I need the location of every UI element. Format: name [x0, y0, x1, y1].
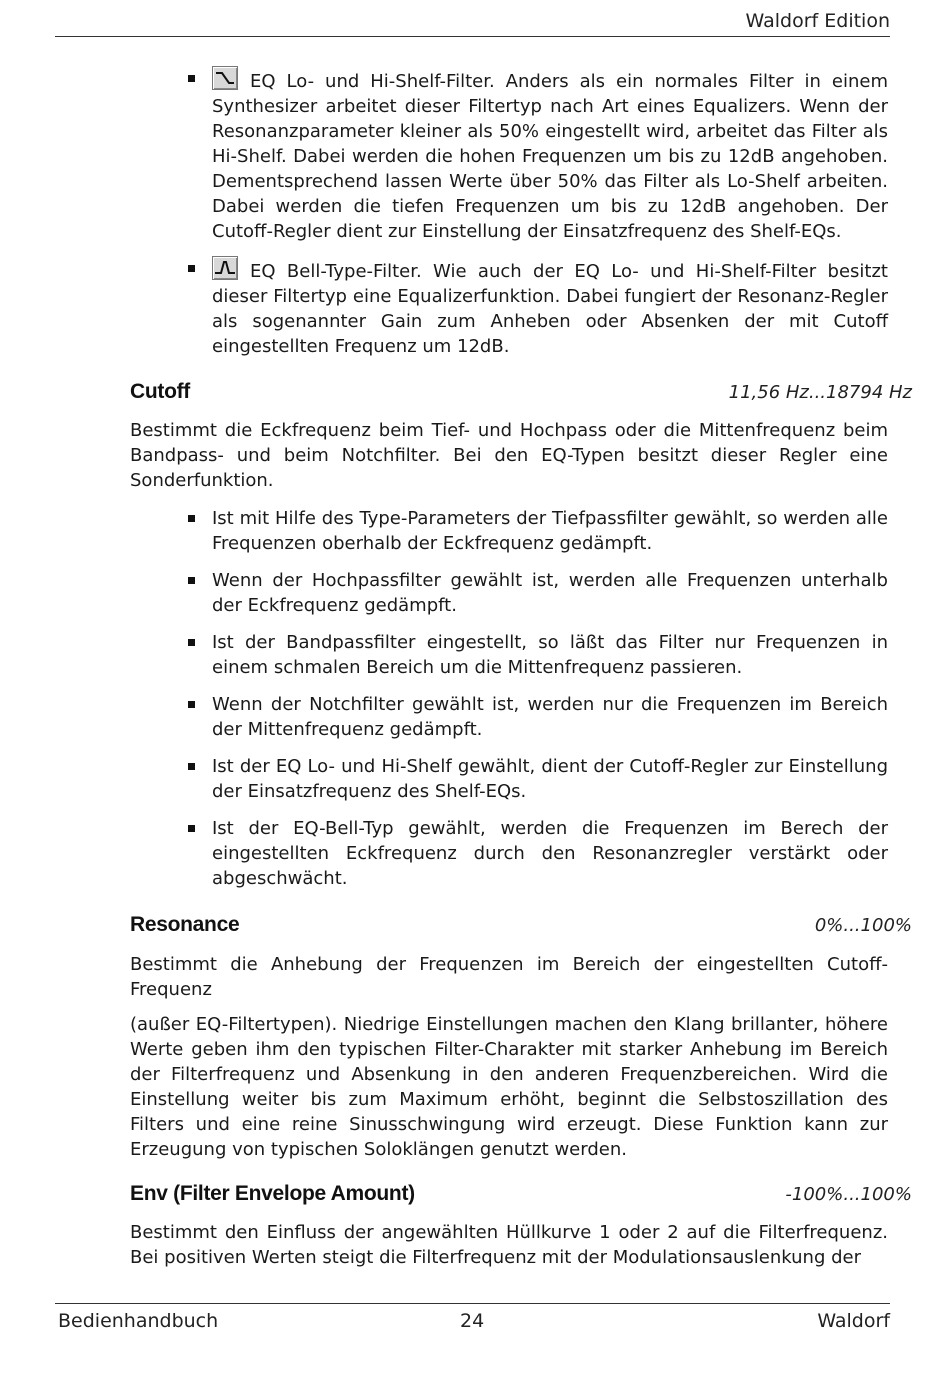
page-footer [55, 1303, 890, 1334]
value-range: -100%...100% [785, 1184, 912, 1205]
bullet-icon [188, 639, 195, 646]
list-item-text: Wenn der Notchfilter gewählt ist, werden nur die Frequenzen im Bereich der Mittenfrequenz gedämpft. [212, 694, 888, 740]
list-item-text: EQ Lo- und Hi-Shelf-Filter. Anders als ein normales Filter in einem Synthesizer arbeitet dieser Filtertyp nach Art eines Equalizers. Wenn der Resonanzparameter kleiner als 50% eingestellt wird, arbeitet das Filter als Hi-Shelf. Dabei werden die hohen Frequenzen um bis zu 12dB angehoben. Dementsprechend lassen Werte über 50% das Filter als Lo-Shelf arbeiten. Dabei werden die tiefen Frequenzen um bis zu 12dB angehoben. Der Cutoff-Regler dient zur Einstellung der Einsatzfrequenz des Shelf-EQs. [212, 71, 888, 242]
cutoff-description: Bestimmt die Eckfrequenz beim Tief- und Hochpass oder die Mittenfrequenz beim Bandpass- und beim Notchfilter. Bei den EQ-Typen besitzt dieser Regler eine Sonderfunktion. [130, 420, 888, 491]
list-item [188, 816, 888, 891]
footer-manual-title: Bedienhandbuch [58, 1310, 219, 1332]
list-item [188, 754, 888, 804]
bullet-icon [188, 265, 195, 272]
list-item-text: EQ Bell-Type-Filter. Wie auch der EQ Lo- und Hi-Shelf-Filter besitzt dieser Filtertyp eine Equalizerfunktion. Dabei fungiert der Resonanz-Regler als sogenannter Gain zum Anheben oder Absenken der mit Cutoff eingestellten Frequenz um 12dB. [212, 261, 888, 357]
bullet-icon [188, 825, 195, 832]
list-item-text: Ist der EQ-Bell-Typ gewählt, werden die Frequenzen im Berech der eingestellten Eckfrequenz durch den Resonanzregler verstärkt oder abgeschwächt. [212, 818, 888, 889]
env-heading [130, 1182, 912, 1212]
shelf-filter-icon [212, 66, 238, 90]
filter-type-list [188, 66, 888, 371]
resonance-details: (außer EQ-Filtertypen). Niedrige Einstellungen machen den Klang brillanter, höhere Werte geben ihm den typischen Filter-Charakter mit starker Anhebung im Bereich der Filterfrequenz und Absenkung in den anderen Frequenzbereichen. Wird die Einstellung weiter bis zum Maximum erhöht, beginnt die Selbstoszillation des Filters und eine reine Sinusschwingung wird erzeugt. Diese Funktion kann zur Erzeugung von typischen Soloklängen genutzt werden. [130, 1014, 888, 1160]
list-item [188, 630, 888, 680]
list-item-text: Ist der Bandpassfilter eingestellt, so läßt das Filter nur Frequenzen in einem schmalen Bereich um die Mittenfrequenz passieren. [212, 632, 888, 678]
footer-brand: Waldorf [817, 1310, 890, 1332]
list-item [188, 692, 888, 742]
section-title: Resonance [130, 913, 240, 936]
list-item [188, 256, 888, 359]
cutoff-heading [130, 380, 912, 410]
value-range: 0%...100% [814, 915, 912, 936]
bullet-icon [188, 701, 195, 708]
resonance-heading [130, 913, 912, 943]
section-title: Cutoff [130, 380, 191, 403]
bell-filter-icon [212, 256, 238, 280]
section-title: Env (Filter Envelope Amount) [130, 1182, 415, 1205]
bullet-icon [188, 515, 195, 522]
bullet-icon [188, 577, 195, 584]
list-item [188, 568, 888, 618]
value-range: 11,56 Hz...18794 Hz [728, 382, 912, 403]
cutoff-list [188, 506, 888, 903]
header-title: Waldorf Edition [745, 10, 890, 32]
page-number: 24 [460, 1310, 485, 1332]
env-description: Bestimmt den Einfluss der angewählten Hüllkurve 1 oder 2 auf die Filterfrequenz. Bei positiven Werten steigt die Filterfrequenz mit der Modulationsauslenkung der [130, 1222, 888, 1268]
list-item [188, 66, 888, 244]
list-item-text: Ist der EQ Lo- und Hi-Shelf gewählt, dient der Cutoff-Regler zur Einstellung der Einsatzfrequenz des Shelf-EQs. [212, 756, 888, 802]
bullet-icon [188, 763, 195, 770]
list-item [188, 506, 888, 556]
list-item-text: Wenn der Hochpassfilter gewählt ist, werden alle Frequenzen unterhalb der Eckfrequenz gedämpft. [212, 570, 888, 616]
bullet-icon [188, 75, 195, 82]
page-header [55, 8, 890, 37]
resonance-description: Bestimmt die Anhebung der Frequenzen im Bereich der eingestellten Cutoff-Frequenz [130, 954, 888, 1000]
list-item-text: Ist mit Hilfe des Type-Parameters der Tiefpassfilter gewählt, so werden alle Frequenzen oberhalb der Eckfrequenz gedämpft. [212, 508, 888, 554]
